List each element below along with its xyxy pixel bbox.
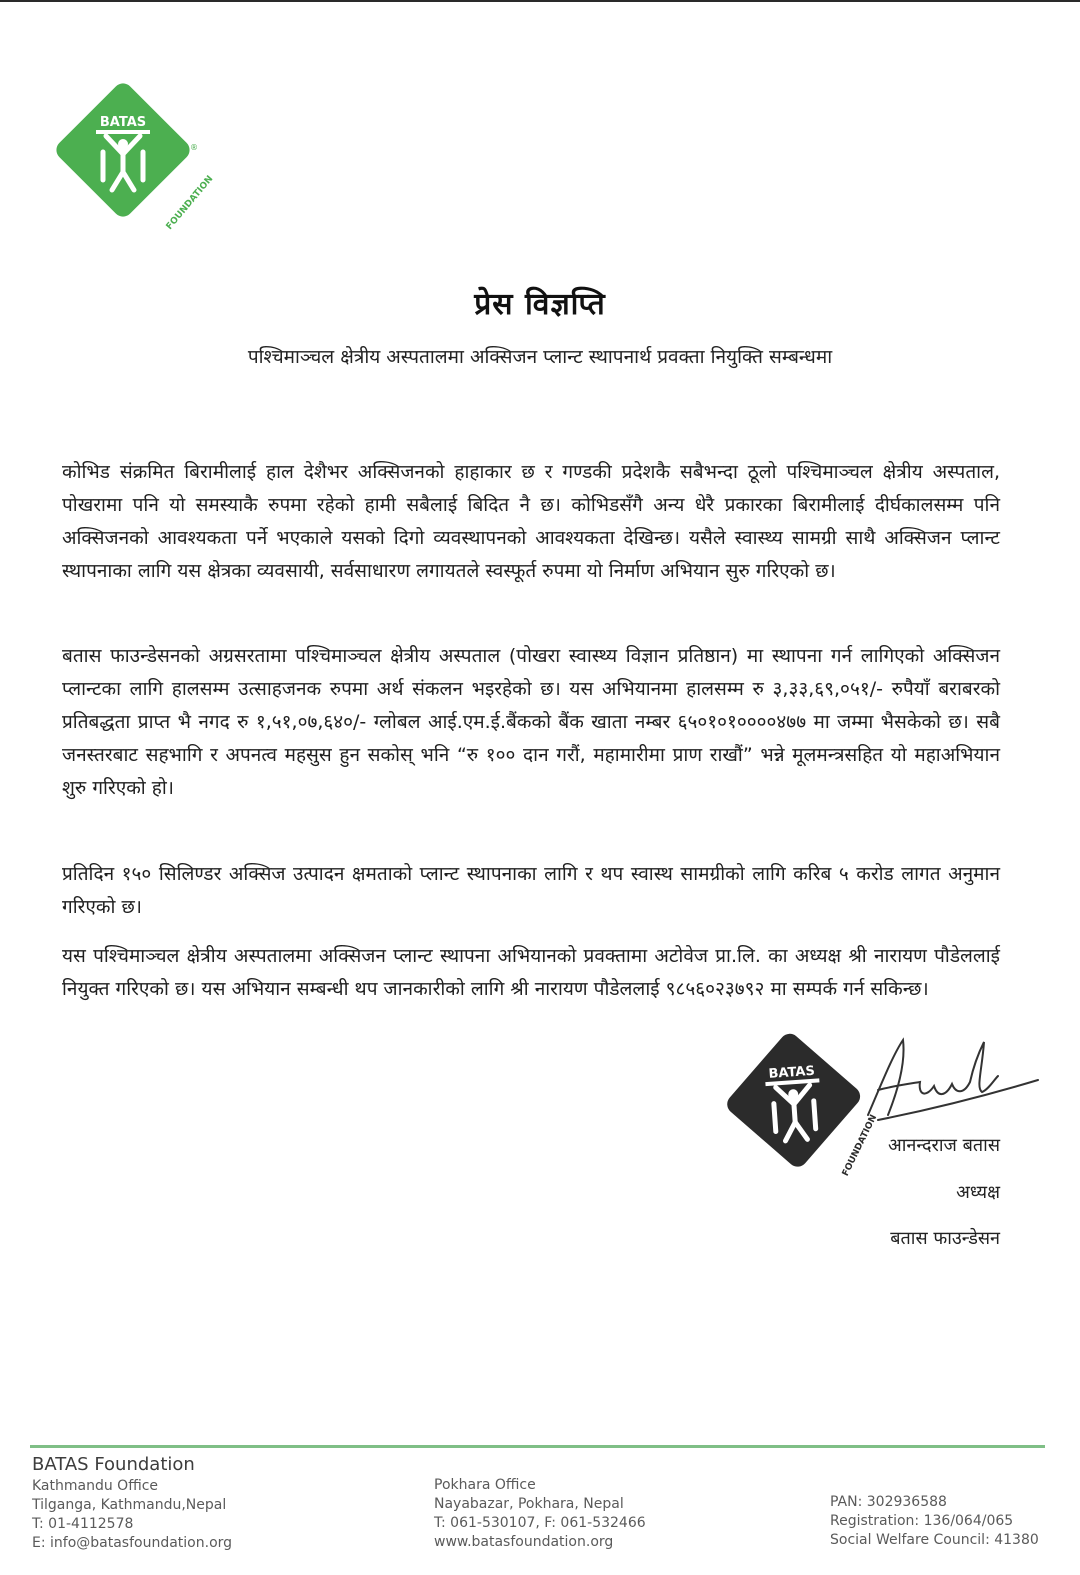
pokhara-label: Pokhara Office [434, 1477, 536, 1493]
batas-logo [48, 80, 216, 240]
kathmandu-address: Tilganga, Kathmandu,Nepal [32, 1497, 227, 1513]
footer-registration [830, 1493, 1039, 1550]
page-subtitle: पश्चिमाञ्चल क्षेत्रीय अस्पतालमा अक्सिजन प्लान्ट स्थापनार्थ प्रवक्ता नियुक्ति सम्बन्धमा [247, 346, 833, 368]
footer-kathmandu-office [32, 1453, 232, 1553]
footer-divider [30, 1445, 1045, 1448]
paragraph-1: कोभिड संक्रमित बिरामीलाई हाल देशैभर अक्सिजनको हाहाकार छ र गण्डकी प्रदेशकै सबैभन्दा ठूलो पश्चिमाञ्चल क्षेत्रीय अस्पताल, पोखरामा पनि यो समस्याकै रुपमा रहेको हामी सबैलाई बिदित नै छ। कोभिडसँगै अन्य धेरै प्रकारका बिरामीलाई दीर्घकालसम्म पनि अक्सिजनको आवश्यकता पर्ने भएकाले यसको दिगो व्यवस्थापनको आवश्यकता देखिन्छ। यसैले स्वास्थ्य सामग्री साथै अक्सिजन प्लान्ट स्थापनाका लागि यस क्षेत्रका व्यवसायी, सर्वसाधारण लगायतले स्वस्फूर्त रुपमा यो निर्माण अभियान सुरु गरिएको छ। [62, 461, 1000, 582]
top-rule [0, 0, 1080, 2]
registration-number: Registration: 136/064/065 [830, 1513, 1014, 1529]
swc-number: Social Welfare Council: 41380 [830, 1532, 1039, 1548]
svg-text:BATAS: BATAS [768, 1063, 816, 1082]
footer-org-name: BATAS Foundation [32, 1454, 195, 1475]
pokhara-phone: T: 061-530107, F: 061-532466 [434, 1515, 646, 1531]
signature-mark [848, 1020, 1048, 1130]
pan-number: PAN: 302936588 [830, 1494, 947, 1510]
page-title: प्रेस विज्ञप्ति [474, 287, 606, 322]
svg-text:FOUNDATION: FOUNDATION [840, 1113, 880, 1178]
svg-text:FOUNDATION: FOUNDATION [164, 174, 216, 232]
paragraph-4: यस पश्चिमाञ्चल क्षेत्रीय अस्पतालमा अक्सिजन प्लान्ट स्थापना अभियानको प्रवक्तामा अटोवेज प्रा.लि. का अध्यक्ष श्री नारायण पौडेललाई नियुक्त गरिएको छ। यस अभियान सम्बन्धी थप जानकारीको लागि श्री नारायण पौडेललाई ९८५६०२३७९२ मा सम्पर्क गर्न सकिन्छ। [62, 945, 1000, 1000]
svg-text:®: ® [190, 143, 198, 152]
signatory-organization: बतास फाउन्डेसन [890, 1228, 1000, 1249]
kathmandu-phone: T: 01-4112578 [32, 1516, 134, 1532]
kathmandu-label: Kathmandu Office [32, 1478, 159, 1494]
pokhara-address: Nayabazar, Pokhara, Nepal [434, 1496, 624, 1512]
kathmandu-email: E: info@batasfoundation.org [32, 1535, 233, 1551]
signatory-name: आनन्दराज बतास [888, 1135, 1000, 1156]
pokhara-website: www.batasfoundation.org [434, 1534, 614, 1550]
paragraph-3: प्रतिदिन १५० सिलिण्डर अक्सिज उत्पादन क्षमताको प्लान्ट स्थापनाका लागि र थप स्वास्थ सामग्रीको लागि करिब ५ करोड लागत अनुमान गरिएको छ। [62, 863, 1000, 918]
footer-pokhara-office [434, 1476, 646, 1552]
paragraph-2: बतास फाउन्डेसनको अग्रसरतामा पश्चिमाञ्चल क्षेत्रीय अस्पताल (पोखरा स्वास्थ्य विज्ञान प्रतिष्ठान) मा स्थापना गर्न लागिएको अक्सिजन प्लान्टका लागि हालसम्म उत्साहजनक रुपमा अर्थ संकलन भइरहेको छ। यस अभियानमा हालसम्म रु ३,३३,६९,०५१/- रुपैयाँ बराबरको प्रतिबद्धता प्राप्त भै नगद रु १,५१,०७,६४०/- ग्लोबल आई.एम.ई.बैंकको बैंक खाता नम्बर ६५०१०१००००४७७ मा जम्मा भैसकेको छ। सबै जनस्तरबाट सहभागि र अपनत्व महसुस हुन सकोस् भनि “रु १०० दान गरौं, महामारीमा प्राण राखौं” भन्ने मूलमन्त्रसहित यो महाअभियान शुरु गरिएको हो। [62, 645, 1000, 799]
signatory-role: अध्यक्ष [956, 1182, 1000, 1203]
svg-text:BATAS: BATAS [99, 115, 147, 130]
